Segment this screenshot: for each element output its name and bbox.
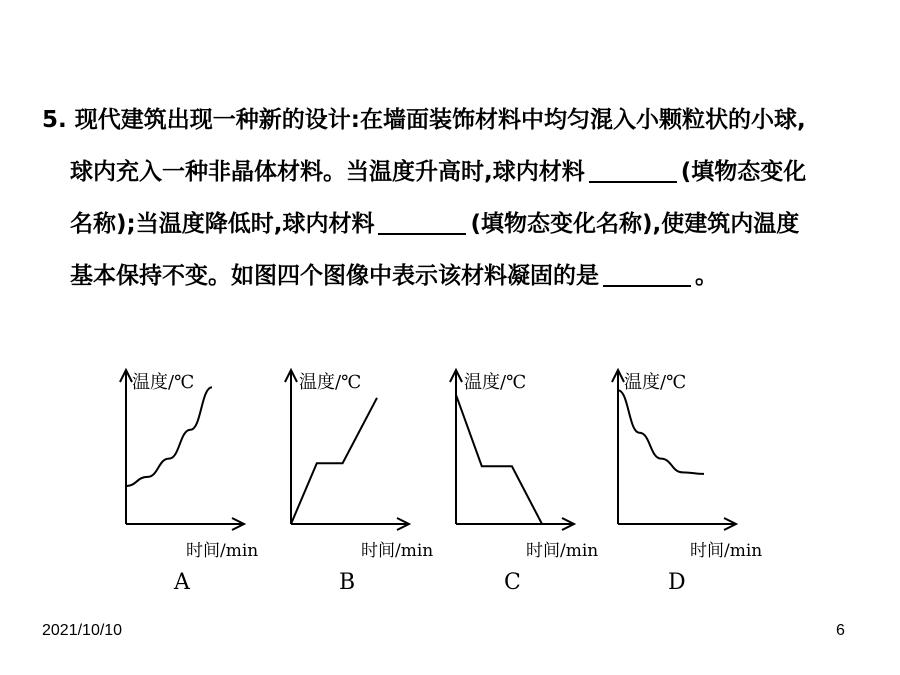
footer-date: 2021/10/10 — [42, 622, 123, 639]
graph-c-xlabel: 时间/min — [526, 541, 599, 561]
answer-blank-1[interactable] — [589, 157, 677, 183]
graph-c-option: C — [504, 570, 521, 595]
axes — [612, 370, 736, 530]
graph-a-svg — [122, 358, 282, 598]
graph-d-svg — [614, 358, 774, 598]
graph-b-option: B — [339, 570, 356, 595]
graph-a — [122, 358, 282, 598]
graph-d-ylabel: 温度/℃ — [624, 372, 687, 393]
graph-c-curve — [456, 395, 542, 524]
answer-blank-3[interactable] — [603, 261, 691, 287]
question-line-2: 球内充入一种非晶体材料。当温度升高时,球内材料 (填物态变化 — [70, 159, 807, 185]
page-number: 6 — [836, 622, 845, 639]
axes — [120, 370, 244, 530]
graph-a-option: A — [174, 570, 190, 595]
question-line-4: 基本保持不变。如图四个图像中表示该材料凝固的是 。 — [70, 263, 718, 289]
graph-d — [614, 358, 774, 598]
answer-blank-2[interactable] — [378, 209, 466, 235]
question-line-3: 名称);当温度降低时,球内材料 (填物态变化名称),使建筑内温度 — [70, 211, 800, 237]
graph-c-svg — [452, 358, 612, 598]
graph-b — [287, 358, 447, 598]
graph-b-curve — [291, 398, 377, 524]
question-line-1: 5. 现代建筑出现一种新的设计:在墙面装饰材料中均匀混入小颗粒状的小球, — [42, 107, 806, 133]
graph-b-xlabel: 时间/min — [361, 541, 434, 561]
graph-c — [452, 358, 612, 598]
graph-d-option: D — [668, 570, 686, 595]
question-text — [42, 94, 862, 302]
graph-a-ylabel: 温度/℃ — [132, 372, 195, 393]
graph-a-curve — [126, 387, 212, 486]
graph-a-xlabel: 时间/min — [186, 541, 259, 561]
axes — [285, 370, 409, 530]
question-number: 5. — [42, 107, 67, 133]
graph-c-ylabel: 温度/℃ — [464, 372, 527, 393]
graph-d-xlabel: 时间/min — [690, 541, 763, 561]
graph-b-svg — [287, 358, 447, 598]
graph-b-ylabel: 温度/℃ — [299, 372, 362, 393]
axes — [450, 370, 574, 530]
graph-d-curve — [618, 390, 704, 474]
